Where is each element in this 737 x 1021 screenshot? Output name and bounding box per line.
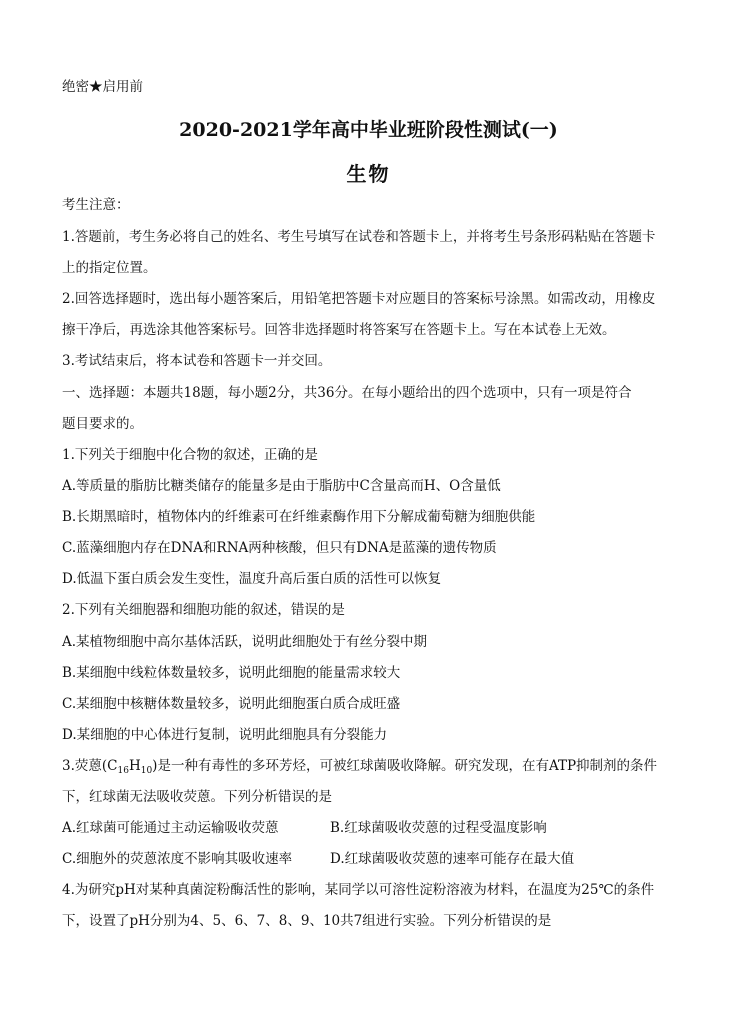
question-3-option-b: B.红球菌吸收荧蒽的过程受温度影响 xyxy=(330,820,547,836)
question-2-option-a: A.某植物细胞中高尔基体活跃，说明此细胞处于有丝分裂中期 xyxy=(62,634,428,650)
question-3-stem-line-1 xyxy=(62,757,657,775)
question-2-option-c: C.某细胞中核糖体数量较多，说明此细胞蛋白质合成旺盛 xyxy=(62,696,401,712)
question-3-option-c: C.细胞外的荧蒽浓度不影响其吸收速率 xyxy=(62,851,293,867)
exam-title: 2020-2021学年高中毕业班阶段性测试(一) xyxy=(179,119,558,141)
confidential-label: 绝密★启用前 xyxy=(62,79,143,95)
question-3-stem-line-2: 下，红球菌无法吸收荧蒽。下列分析错误的是 xyxy=(62,789,332,805)
question-1-option-d: D.低温下蛋白质会发生变性，温度升高后蛋白质的活性可以恢复 xyxy=(62,571,442,587)
notice-item-2-line-2: 擦干净后，再选涂其他答案标号。回答非选择题时将答案写在答题卡上。写在本试卷上无效。 xyxy=(62,322,616,338)
question-3-options-row-1 xyxy=(62,819,279,837)
question-3-stem-pre: 3.荧蒽(C xyxy=(62,758,118,774)
formula-subscript-hydrogen: 10 xyxy=(140,766,153,776)
question-2-option-d: D.某细胞的中心体进行复制，说明此细胞具有分裂能力 xyxy=(62,727,388,743)
section-heading-line-2: 题目要求的。 xyxy=(62,416,143,432)
formula-subscript-carbon: 16 xyxy=(117,766,129,776)
subject-title: 生物 xyxy=(346,162,391,186)
notice-item-1-line-2: 上的指定位置。 xyxy=(62,260,157,276)
question-2-stem: 2.下列有关细胞器和细胞功能的叙述，错误的是 xyxy=(62,602,345,618)
question-3-option-d: D.红球菌吸收荧蒽的速率可能存在最大值 xyxy=(330,851,575,867)
notice-item-3: 3.考试结束后，将本试卷和答题卡一并交回。 xyxy=(62,353,332,369)
notice-heading: 考生注意： xyxy=(62,197,130,213)
section-heading-line-1: 一、选择题：本题共18题，每小题2分，共36分。在每小题给出的四个选项中，只有一项是符合 xyxy=(62,385,632,401)
question-3-options-row-2 xyxy=(62,850,292,868)
notice-item-1-line-1: 1.答题前，考生务必将自己的姓名、考生号填写在试卷和答题卡上，并将考生号条形码粘贴在答题卡 xyxy=(62,229,656,245)
question-4-stem-line-2: 下，设置了pH分别为4、5、6、7、8、9、10共7组进行实验。下列分析错误的是 xyxy=(62,913,552,929)
question-3-stem-post: )是一种有毒性的多环芳烃，可被红球菌吸收降解。研究发现，在有ATP抑制剂的条件 xyxy=(152,758,658,774)
question-1-option-c: C.蓝藻细胞内存在DNA和RNA两种核酸，但只有DNA是蓝藻的遗传物质 xyxy=(62,540,497,556)
question-1-option-a: A.等质量的脂肪比糖类储存的能量多是由于脂肪中C含量高而H、O含量低 xyxy=(62,478,501,494)
notice-item-2-line-1: 2.回答选择题时，选出每小题答案后，用铅笔把答题卡对应题目的答案标号涂黑。如需改动，用橡皮 xyxy=(62,291,656,307)
question-1-stem: 1.下列关于细胞中化合物的叙述，正确的是 xyxy=(62,447,318,463)
formula-hydrogen: H xyxy=(128,758,141,774)
question-3-option-a: A.红球菌可能通过主动运输吸收荧蒽 xyxy=(62,820,279,836)
question-1-option-b: B.长期黑暗时，植物体内的纤维素可在纤维素酶作用下分解成葡萄糖为细胞供能 xyxy=(62,509,536,525)
question-2-option-b: B.某细胞中线粒体数量较多，说明此细胞的能量需求较大 xyxy=(62,665,401,681)
question-4-stem-line-1: 4.为研究pH对某种真菌淀粉酶活性的影响，某同学以可溶性淀粉溶液为材料，在温度为25℃的条件 xyxy=(62,882,655,898)
